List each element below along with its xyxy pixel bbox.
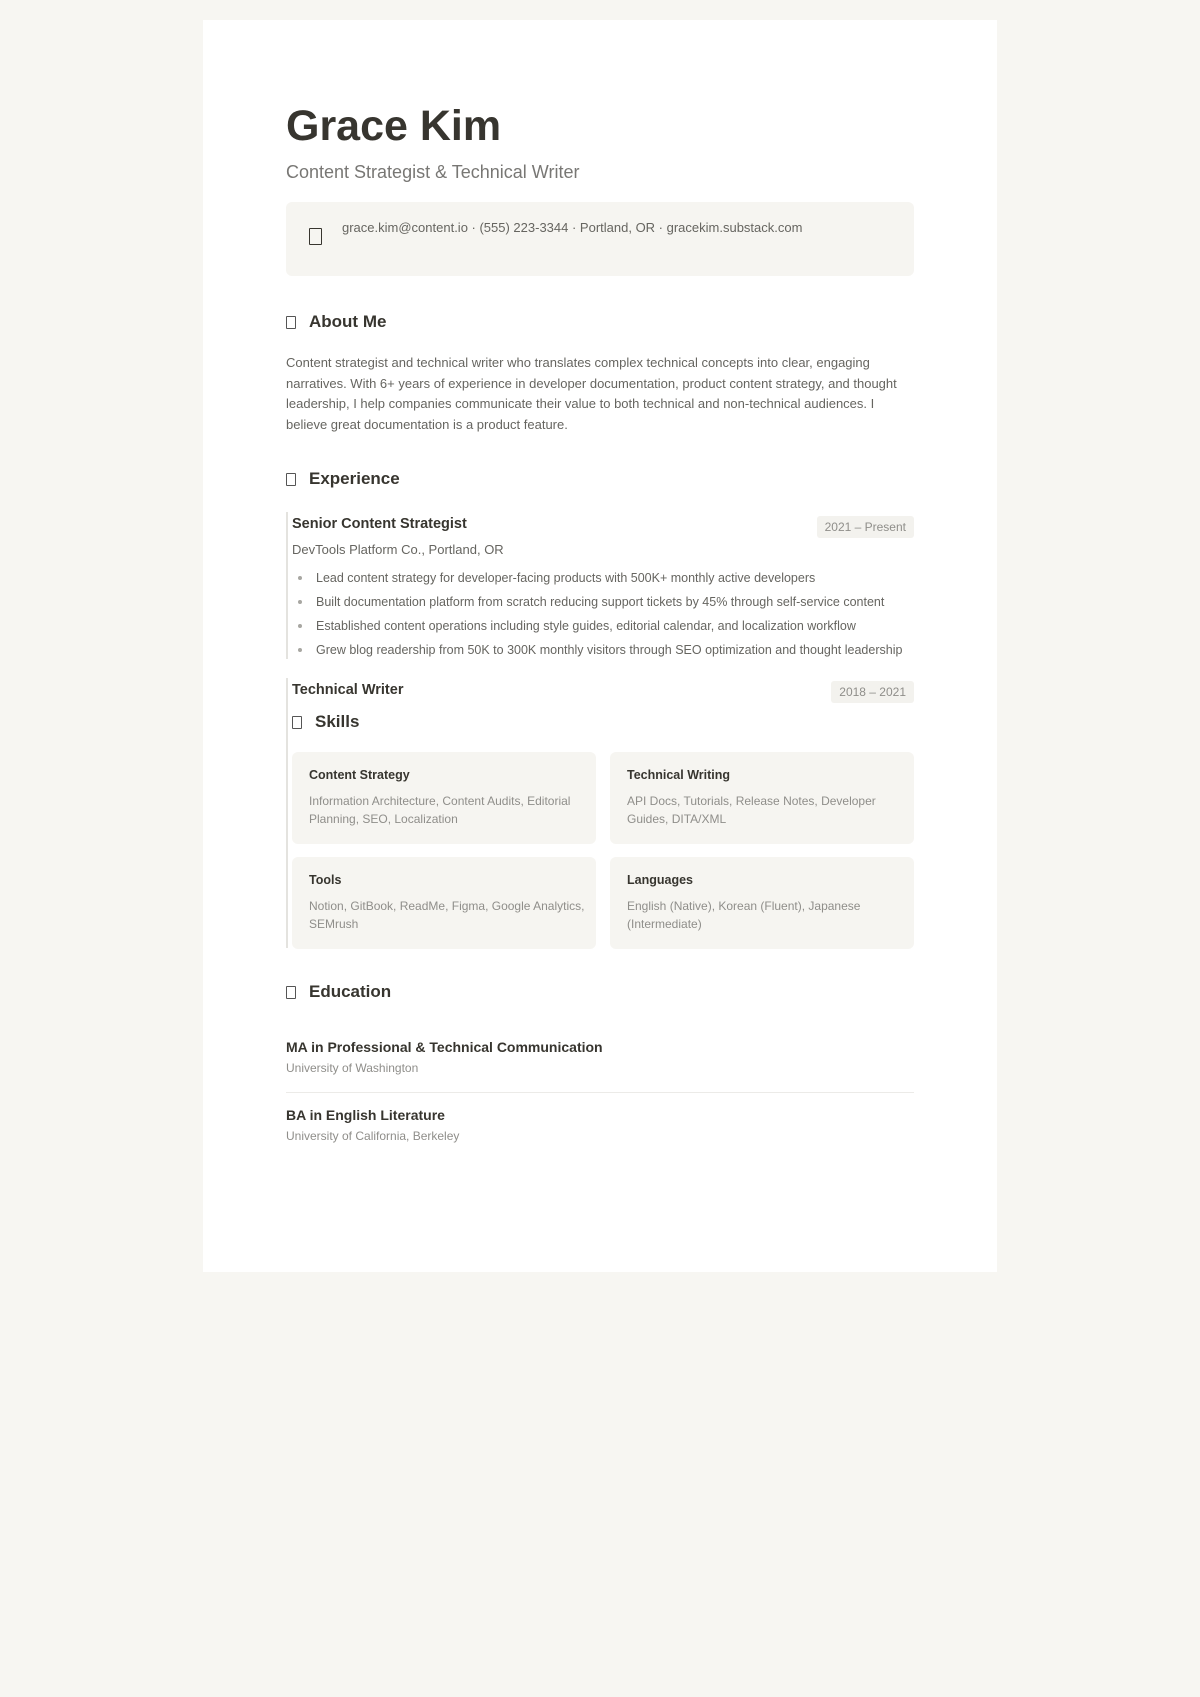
timeline-rule	[286, 678, 288, 948]
job-title: Senior Content Strategist	[292, 516, 467, 532]
education-degree: MA in Professional & Technical Communication	[286, 1039, 603, 1055]
education-degree: BA in English Literature	[286, 1107, 445, 1123]
education-section-header	[286, 982, 391, 1002]
skill-group-items: English (Native), Korean (Fluent), Japanese (Intermediate)	[627, 899, 861, 931]
timeline-rule	[286, 512, 288, 659]
skill-group-name: Technical Writing	[627, 768, 731, 782]
job-date-badge: 2021 – Present	[817, 516, 914, 538]
job-bullets	[292, 569, 914, 665]
divider	[286, 1092, 914, 1093]
skill-card	[610, 752, 914, 844]
document-icon	[286, 473, 296, 486]
about-heading: About Me	[309, 312, 387, 331]
skills-heading: Skills	[315, 712, 360, 731]
skill-group-items: API Docs, Tutorials, Release Notes, Developer Guides, DITA/XML	[627, 794, 876, 826]
skill-card	[292, 857, 596, 949]
document-icon	[292, 716, 302, 729]
skill-group-items: Information Architecture, Content Audits, Editorial Planning, SEO, Localization	[309, 794, 571, 826]
about-section-header	[286, 312, 386, 332]
experience-heading: Experience	[309, 469, 400, 488]
job-company: DevTools Platform Co., Portland, OR	[292, 542, 504, 557]
document-icon	[286, 986, 296, 999]
skill-group-items: Notion, GitBook, ReadMe, Figma, Google Analytics, SEMrush	[309, 899, 585, 931]
list-item: Grew blog readership from 50K to 300K monthly visitors through SEO optimization and thought leadership	[292, 641, 914, 665]
education-item	[286, 1107, 914, 1143]
about-text: Content strategist and technical writer who translates complex technical concepts into clear, engaging narratives. With 6+ years of experience in developer documentation, product content strategy, and thought leadership, I help companies communicate their value to both technical and non-technical audiences. I believe great documentation is a product feature.	[286, 355, 897, 432]
skill-group-name: Languages	[627, 873, 693, 887]
list-item: Established content operations including style guides, editorial calendar, and localization workflow	[292, 617, 914, 641]
resume-page	[203, 20, 997, 1272]
skills-section-header	[292, 712, 359, 732]
document-icon	[286, 316, 296, 329]
list-item: Lead content strategy for developer-facing products with 500K+ monthly active developers	[292, 569, 914, 593]
job-title: Technical Writer	[292, 682, 404, 698]
education-school: University of California, Berkeley	[286, 1129, 460, 1143]
skill-group-name: Content Strategy	[309, 768, 410, 782]
skill-card	[292, 752, 596, 844]
contact-card-icon	[309, 228, 322, 245]
contact-details: grace.kim@content.io · (555) 223-3344 · Portland, OR · gracekim.substack.com	[342, 220, 803, 235]
contact-box	[286, 202, 914, 276]
skill-group-name: Tools	[309, 873, 342, 887]
resume-name: Grace Kim	[286, 102, 502, 150]
resume-subtitle: Content Strategist & Technical Writer	[286, 162, 580, 182]
job-date-badge: 2018 – 2021	[831, 681, 914, 703]
education-heading: Education	[309, 982, 392, 1001]
education-school: University of Washington	[286, 1061, 419, 1075]
education-item	[286, 1039, 914, 1075]
experience-section-header	[286, 469, 400, 489]
skill-card	[610, 857, 914, 949]
list-item: Built documentation platform from scratch reducing support tickets by 45% through self-service content	[292, 593, 914, 617]
